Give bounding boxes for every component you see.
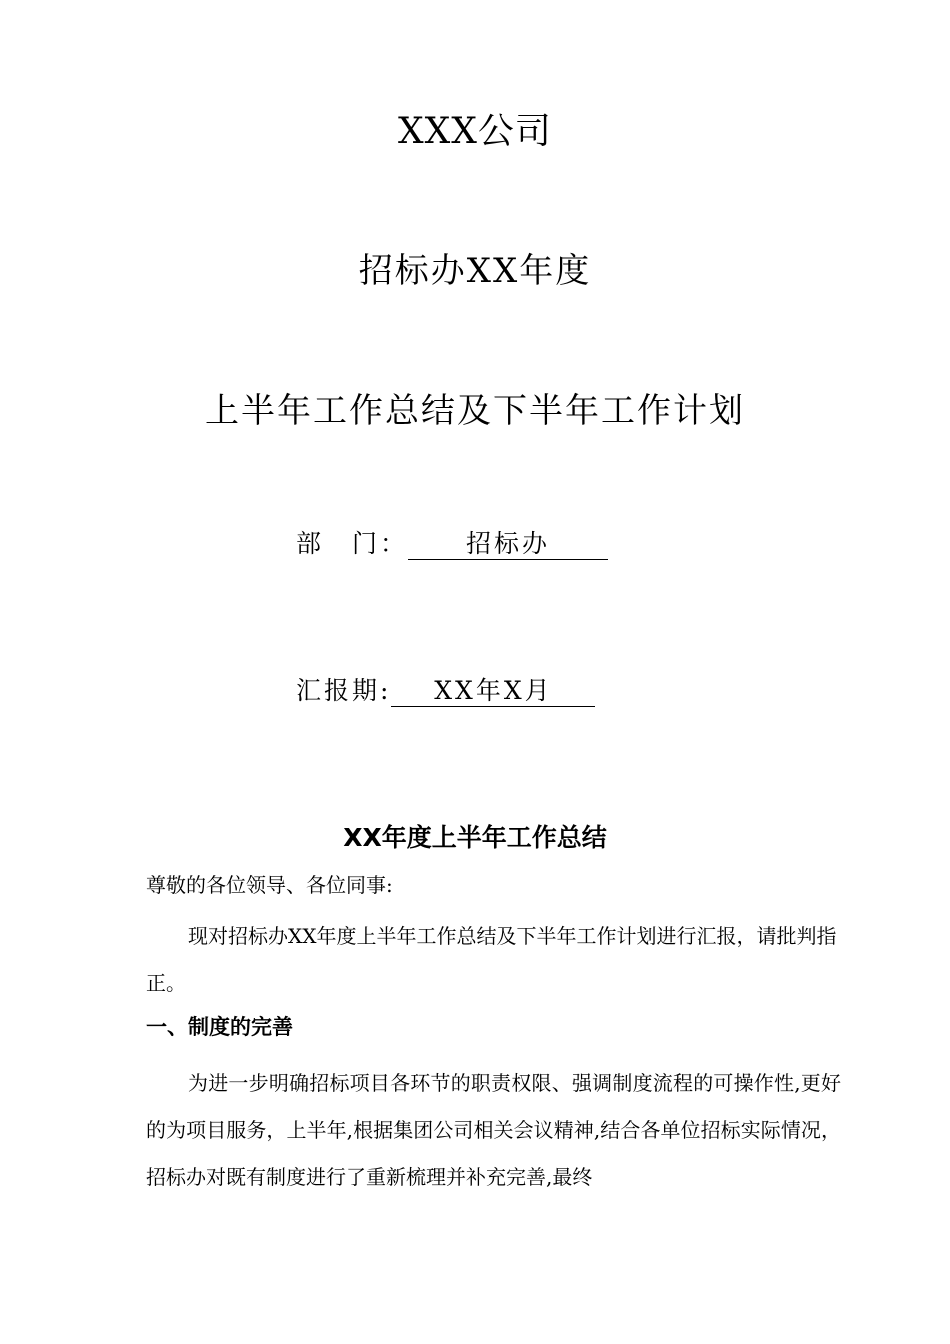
salutation: 尊敬的各位领导、各位同事:: [146, 873, 393, 897]
report-period-field: [296, 671, 595, 707]
department-value: 招标办: [408, 529, 608, 560]
section1-heading: 一、制度的完善: [146, 1015, 293, 1039]
report-period-label: 汇报期:: [296, 676, 392, 705]
department-label: 部 门：: [296, 529, 409, 558]
report-period-value: XX年X月: [391, 676, 595, 707]
intro-paragraph: 现对招标办XX年度上半年工作总结及下半年工作计划进行汇报，请批判指正。: [146, 924, 837, 995]
department-field: [296, 524, 608, 560]
section1-paragraph: 为进一步明确招标项目各环节的职责权限、强调制度流程的可操作性,更好的为项目服务，上半年,根据集团公司相关会议精神,结合各单位招标实际情况， 招标办对既有制度进行了重新梳理并补充完善,最终: [146, 1071, 841, 1189]
report-title-line2: 上半年工作总结及下半年工作计划: [205, 391, 745, 431]
company-name: XXX公司: [398, 111, 552, 152]
report-title-line1: 招标办XX年度: [358, 251, 592, 291]
summary-title: XX年度上半年工作总结: [343, 823, 607, 852]
